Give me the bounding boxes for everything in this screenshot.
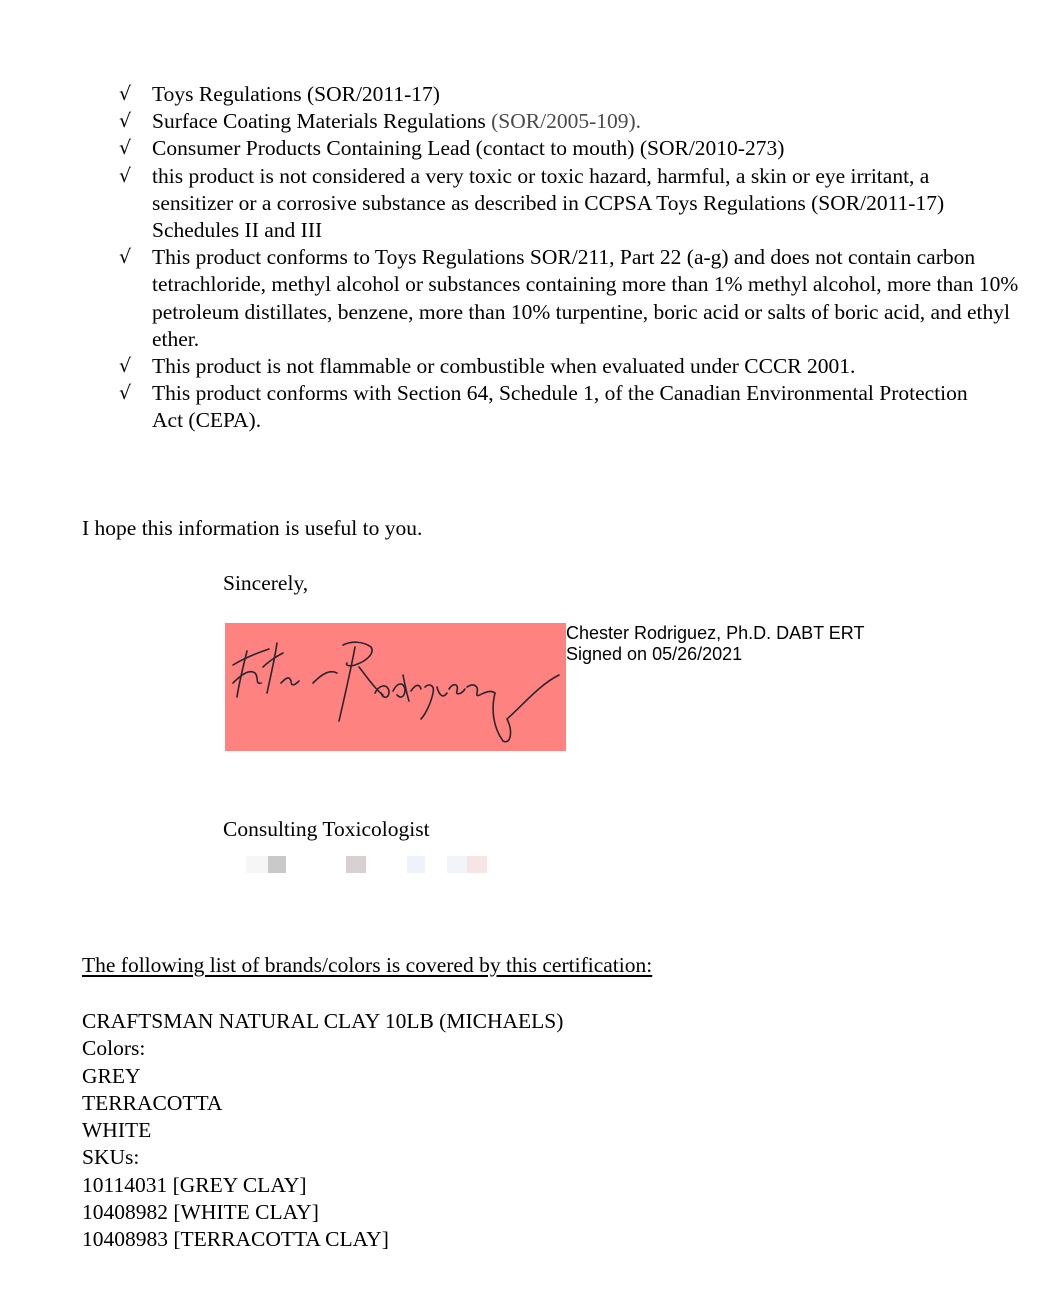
compliance-text: Consumer Products Containing Lead (contact to mouth) (SOR/2010-273)	[152, 136, 785, 161]
salutation: Sincerely,	[223, 571, 309, 595]
compliance-text: this product is not considered a very toxic or toxic hazard, harmful, a skin or eye irritant, a sensitizer or a corrosive substance as described in CCPSA Toys Regulations (SOR/2011-17) Schedules II and III	[152, 163, 945, 243]
product-name: CRAFTSMAN NATURAL CLAY 10LB (MICHAELS)	[82, 1009, 564, 1033]
checkmark-icon: √	[119, 110, 132, 133]
signer-name: Chester Rodriguez, Ph.D. DABT ERT	[566, 623, 865, 643]
compliance-item	[110, 81, 1010, 108]
product-list	[82, 1008, 563, 1254]
checkmark-icon: √	[119, 355, 132, 378]
color-item: GREY	[82, 1063, 141, 1088]
checkmark-icon: √	[119, 83, 132, 105]
compliance-item	[110, 135, 1010, 162]
compliance-item	[110, 244, 1032, 353]
compliance-text: This product conforms with Section 64, Schedule 1, of the Canadian Environmental Protection Act (CEPA).	[152, 381, 968, 433]
sku-item: 10408983 [TERRACOTTA CLAY]	[82, 1227, 389, 1252]
closing-line: I hope this information is useful to you.	[82, 516, 423, 540]
redacted-block	[268, 856, 286, 873]
sku-item: 10114031 [GREY CLAY]	[82, 1172, 307, 1197]
compliance-item	[110, 108, 1010, 135]
compliance-text-suffix: (SOR/2005-109).	[491, 109, 642, 134]
checkmark-icon: √	[119, 164, 132, 187]
checkmark-icon: √	[119, 137, 132, 160]
skus-label: SKUs:	[82, 1145, 140, 1170]
signer-title: Consulting Toxicologist	[223, 817, 430, 841]
redacted-block	[407, 856, 425, 873]
compliance-item	[110, 163, 990, 245]
color-item: TERRACOTTA	[82, 1090, 223, 1115]
signer-info	[566, 623, 864, 665]
redacted-block	[346, 856, 366, 873]
compliance-item	[110, 380, 982, 434]
compliance-item	[110, 353, 1010, 380]
signed-date: Signed on 05/26/2021	[566, 644, 743, 664]
sku-item: 10408982 [WHITE CLAY]	[82, 1200, 319, 1225]
compliance-text: This product conforms to Toys Regulations SOR/211, Part 22 (a-g) and does not contain carbon tetrachloride, methyl alcohol or substances containing more than 1% methyl alcohol, more than 10% petroleum distillates, benzene, more than 10% turpentine, boric acid or salts of boric acid, and ethyl ether.	[152, 245, 1019, 351]
handwritten-signature	[225, 623, 566, 751]
redacted-block	[246, 856, 268, 873]
redacted-block	[447, 856, 467, 873]
compliance-text: This product is not flammable or combustible when evaluated under CCCR 2001.	[152, 354, 856, 379]
compliance-text: Surface Coating Materials Regulations	[152, 109, 492, 134]
colors-label: Colors:	[82, 1036, 146, 1061]
compliance-text: Toys Regulations (SOR/2011-17)	[152, 82, 440, 106]
color-item: WHITE	[82, 1118, 152, 1143]
signature-image	[225, 623, 566, 751]
checkmark-icon: √	[119, 382, 132, 405]
compliance-list	[110, 81, 1019, 435]
redacted-block	[467, 856, 487, 873]
coverage-heading: The following list of brands/colors is covered by this certification:	[82, 953, 653, 977]
checkmark-icon: √	[119, 246, 132, 269]
